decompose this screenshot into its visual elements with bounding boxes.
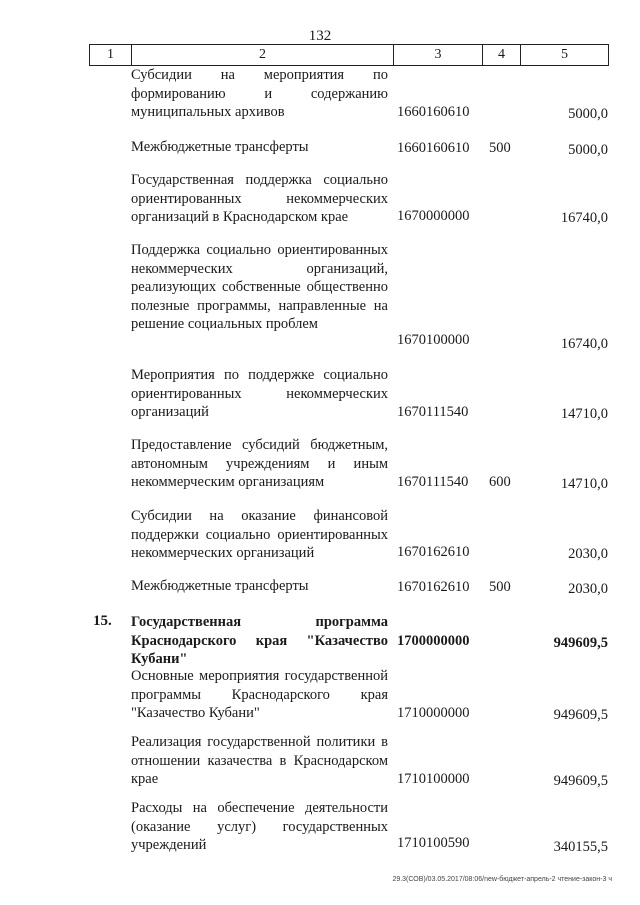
row-number: 15. xyxy=(93,613,112,629)
row-name: Субсидии на оказание финансовой поддержки социально ориентированных некоммерческих организаций xyxy=(131,508,388,561)
row-code: 1670162610 xyxy=(397,544,470,560)
row-code: 1660160610 xyxy=(397,104,470,120)
row-name: Мероприятия по поддержке социально ориентированных некоммерческих организаций xyxy=(131,367,388,420)
row-sum: 949609,5 xyxy=(553,635,608,651)
row-code: 1670100000 xyxy=(397,332,470,348)
row-type: 500 xyxy=(489,140,511,156)
row-type: 600 xyxy=(489,474,511,490)
row-name: Государственная поддержка социально ориентированных некоммерческих организаций в Краснодарском крае xyxy=(131,172,388,225)
row-code: 1710100000 xyxy=(397,771,470,787)
table-header xyxy=(89,44,609,66)
row-code: 1670000000 xyxy=(397,208,470,224)
row-code: 1670111540 xyxy=(397,404,469,420)
row-sum: 2030,0 xyxy=(568,546,608,562)
row-code: 1670111540 xyxy=(397,474,469,490)
row-code: 1710100590 xyxy=(397,835,470,851)
row-name: Реализация государственной политики в отношении казачества в Краснодарском крае xyxy=(131,734,388,787)
header-col-4: 4 xyxy=(482,45,520,65)
row-sum: 5000,0 xyxy=(568,106,608,122)
row-sum: 340155,5 xyxy=(553,839,608,855)
row-code: 1660160610 xyxy=(397,140,470,156)
row-sum: 14710,0 xyxy=(560,476,608,492)
row-sum: 949609,5 xyxy=(553,773,608,789)
row-name: Поддержка социально ориентированных некоммерческих организаций, реализующих собственные общественно полезные программы, направленные на решение социальных проблем xyxy=(131,242,388,332)
header-col-5: 5 xyxy=(520,45,609,65)
row-name: Межбюджетные трансферты xyxy=(131,578,309,594)
row-code: 1710000000 xyxy=(397,705,470,721)
row-name: Расходы на обеспечение деятельности (оказание услуг) государственных учреждений xyxy=(131,800,388,853)
row-code: 1670162610 xyxy=(397,579,470,595)
row-name: Предоставление субсидий бюджетным, автономным учреждениям и иным некоммерческим организациям xyxy=(131,437,388,490)
row-name: Межбюджетные трансферты xyxy=(131,139,309,155)
row-sum: 2030,0 xyxy=(568,581,608,597)
row-name: Субсидии на мероприятия по формированию и содержанию муниципальных архивов xyxy=(131,67,388,120)
row-sum: 14710,0 xyxy=(560,406,608,422)
row-sum: 16740,0 xyxy=(560,336,608,352)
row-sum: 16740,0 xyxy=(560,210,608,226)
page-number: 132 xyxy=(308,28,332,44)
footer-code: 29.3(СОВ)/03.05.2017/08:06/new-бюджет-апрель-2 чтение-закон-3 ч xyxy=(392,876,612,883)
row-type: 500 xyxy=(489,579,511,595)
header-col-3: 3 xyxy=(393,45,482,65)
row-name: Основные мероприятия государственной программы Краснодарского края "Казачество Кубани" xyxy=(131,668,388,721)
row-code: 1700000000 xyxy=(397,633,470,649)
row-sum: 949609,5 xyxy=(553,707,608,723)
row-name: Государственная программа Краснодарского края "Казачество Кубани" xyxy=(131,614,388,667)
header-col-1: 1 xyxy=(89,45,131,65)
row-sum: 5000,0 xyxy=(568,142,608,158)
header-col-2: 2 xyxy=(131,45,393,65)
